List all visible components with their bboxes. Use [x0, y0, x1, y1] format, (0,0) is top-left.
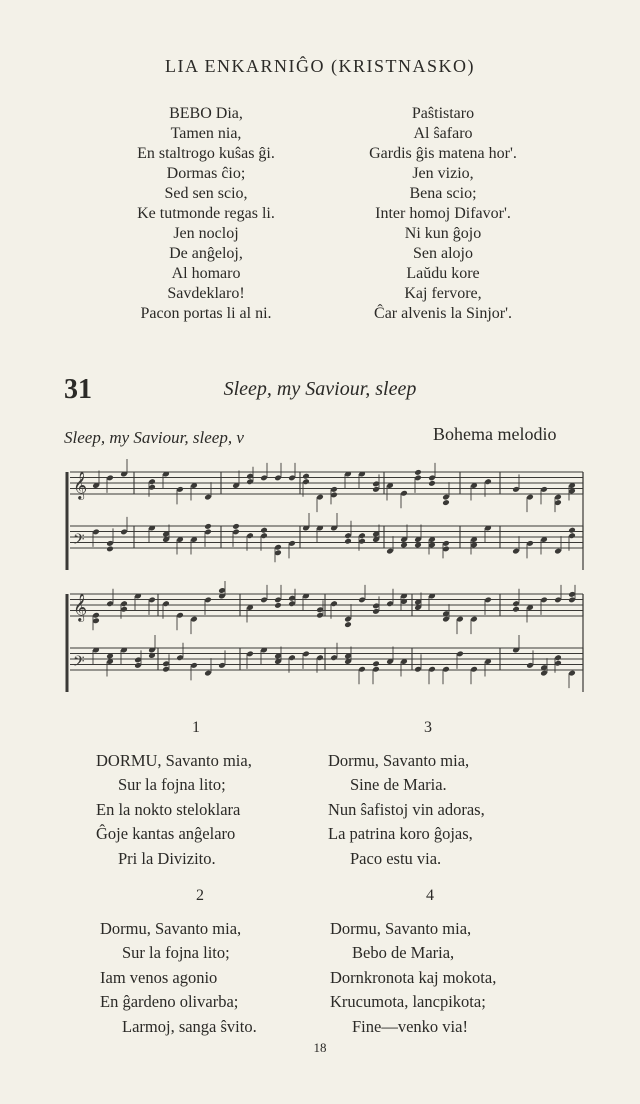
stanza-line: Paco estu via.: [350, 848, 442, 868]
verse-line: Pacon portas li al ni.: [140, 305, 272, 322]
stanza-1: [96, 716, 296, 871]
note-head: [372, 660, 380, 667]
stanza-line: Iam venos agonio: [100, 967, 218, 987]
note-head: [204, 523, 212, 530]
hymn-title: Sleep, my Saviour, sleep: [223, 378, 417, 400]
stanza-line: Pri la Divizito.: [118, 848, 216, 868]
hymn-number: 31: [64, 374, 92, 405]
stanza-line: Ĝoje kantas anĝelaro: [96, 824, 236, 843]
stanza-line: Dormu, Savanto mia,: [100, 918, 242, 938]
stanza-line: Dornkronota kaj mokota,: [330, 967, 497, 987]
bass-clef: 𝄢: [73, 653, 85, 674]
verse-line: Jen vizio,: [412, 165, 474, 182]
stanza-4: [330, 884, 530, 1039]
note-head: [344, 538, 352, 545]
stanza-number: 1: [192, 719, 200, 736]
stanza-line: Dormu, Savanto mia,: [328, 750, 470, 770]
verse-line: Ke tutmonde regas li.: [137, 205, 275, 222]
stanza-line: La patrina koro ĝojas,: [328, 824, 473, 843]
stanza-line: Larmoj, sanga ŝvito.: [122, 1016, 257, 1036]
verse-line: Savdeklaro!: [167, 285, 245, 302]
verse-line: Sed sen scio,: [164, 185, 248, 202]
stanza-3: [328, 716, 528, 871]
note-head: [512, 606, 520, 613]
verse-line: Ni kun ĝojo: [404, 225, 482, 242]
verse-line: BEBO Dia,: [169, 105, 243, 122]
verse-line: Bena scio;: [409, 185, 477, 202]
stanza-number: 4: [426, 887, 434, 904]
tune-source: Bohema melodio: [433, 424, 557, 444]
stanza-line: Krucumota, lancpikota;: [330, 992, 486, 1011]
verse-line: Tamen nia,: [170, 125, 242, 142]
note-head: [442, 499, 450, 506]
verse-line: En staltrogo kuŝas ĝi.: [137, 145, 275, 162]
verse-line: Dormas ĉio;: [166, 165, 246, 182]
stanza-line: Fine—venko via!: [352, 1016, 468, 1036]
verse-line: Al ŝafaro: [413, 125, 473, 142]
treble-clef: 𝄞: [73, 471, 88, 499]
stanza-line: Sur la fojna lito;: [118, 775, 226, 794]
stanza-line: DORMU, Savanto mia,: [96, 750, 252, 770]
bass-clef: 𝄢: [73, 531, 85, 552]
treble-clef: 𝄞: [73, 593, 88, 621]
stanza-line: Nun ŝafistoj vin adoras,: [328, 799, 485, 819]
note-head: [302, 473, 310, 480]
stanza-line: En la nokto steloklara: [96, 799, 241, 819]
note-head: [106, 546, 114, 553]
note-head: [568, 527, 576, 534]
note-head: [428, 480, 436, 487]
verse-line: Ĉar alvenis la Sinjor'.: [374, 305, 512, 322]
note-head: [274, 602, 282, 609]
verse-line: Inter homoj Difavor'.: [375, 205, 511, 222]
verse-line: De anĝeloj,: [169, 245, 243, 262]
stanza-line: Sur la fojna lito;: [122, 943, 230, 962]
stanza-line: Dormu, Savanto mia,: [330, 918, 472, 938]
stanza-line: Bebo de Maria,: [352, 943, 455, 962]
verse-line: Laŭdu kore: [406, 265, 480, 282]
stanza-line: En ĝardeno olivarba;: [100, 992, 239, 1011]
tune-first-line: Sleep, my Saviour, sleep, v: [64, 428, 244, 447]
note-head: [232, 523, 240, 530]
verse-line: Jen nocloj: [173, 225, 239, 242]
note-head: [344, 621, 352, 628]
note-head: [260, 527, 268, 534]
stanza-2: [100, 884, 300, 1039]
verse-line: Kaj fervore,: [404, 285, 482, 302]
verse-line: Sen alojo: [413, 245, 473, 262]
verse-line: Al homaro: [171, 265, 241, 282]
verse-line: Paŝtistaro: [411, 105, 475, 122]
stanza-number: 3: [424, 719, 432, 736]
page-number: 18: [313, 1040, 327, 1055]
verse-line: Gardis ĝis matena hor'.: [369, 145, 517, 162]
stanza-number: 2: [196, 887, 204, 904]
note-head: [414, 469, 422, 476]
stanza-line: Sine de Maria.: [350, 775, 447, 794]
running-title: LIA ENKARNIĜO (KRISTNASKO): [165, 56, 475, 76]
